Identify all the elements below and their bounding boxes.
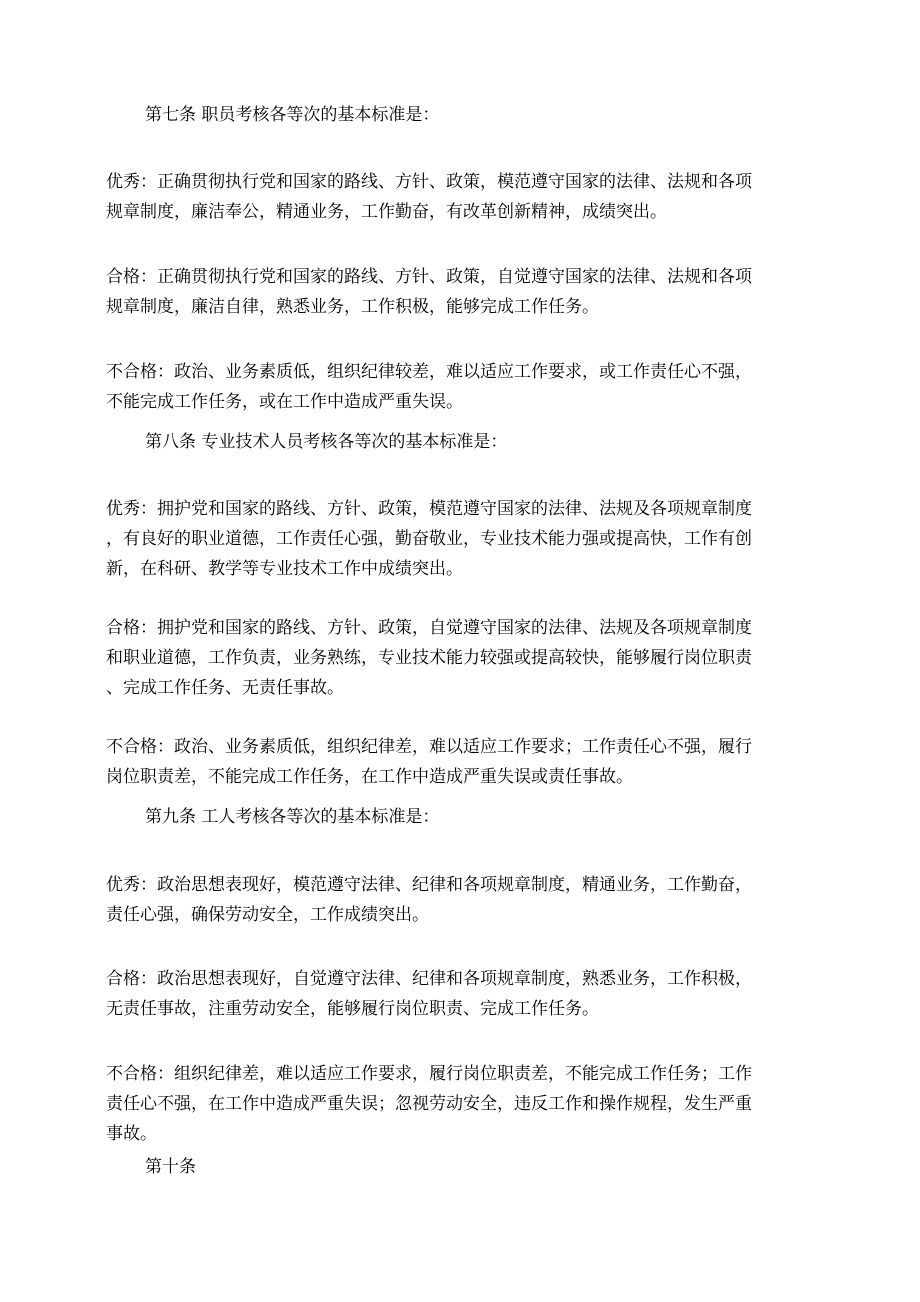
article-8-excellent xyxy=(106,494,816,584)
text-line: 新，在科研、教学等专业技术工作中成绩突出。 xyxy=(106,559,463,579)
article-7-unqualified xyxy=(106,357,816,417)
article-8-heading: 第八条 专业技术人员考核各等次的基本标准是： xyxy=(145,432,508,452)
text-line: 和职业道德，工作负责，业务熟练，专业技术能力较强或提高较快，能够履行岗位职责 xyxy=(106,648,752,668)
text-line: 合格：政治思想表现好，自觉遵守法律、纪律和各项规章制度，熟悉业务，工作积极， xyxy=(106,969,752,989)
text-line: 合格：拥护党和国家的路线、方针、政策，自觉遵守国家的法律、法规及各项规章制度 xyxy=(106,618,752,638)
text-line: 合格：正确贯彻执行党和国家的路线、方针、政策，自觉遵守国家的法律、法规和各项 xyxy=(106,267,752,287)
article-8-qualified xyxy=(106,613,816,703)
text-line: 不合格：组织纪律差，难以适应工作要求，履行岗位职责差，不能完成工作任务；工作 xyxy=(106,1064,752,1084)
text-line: 优秀：拥护党和国家的路线、方针、政策，模范遵守国家的法律、法规及各项规章制度 xyxy=(106,499,752,519)
text-line: 无责任事故，注重劳动安全，能够履行岗位职责、完成工作任务。 xyxy=(106,999,599,1019)
text-line: 、完成工作任务、无责任事故。 xyxy=(106,678,344,698)
article-9-heading: 第九条 工人考核各等次的基本标准是： xyxy=(145,807,440,827)
article-9-excellent xyxy=(106,870,816,930)
article-9-unqualified xyxy=(106,1059,816,1149)
text-line: ，有良好的职业道德，工作责任心强，勤奋敬业，专业技术能力强或提高快，工作有创 xyxy=(106,529,752,549)
article-7-excellent xyxy=(106,167,816,227)
article-7-qualified xyxy=(106,262,816,322)
text-line: 不合格：政治、业务素质低，组织纪律较差，难以适应工作要求，或工作责任心不强， xyxy=(106,362,752,382)
article-9-qualified xyxy=(106,964,816,1024)
text-line: 责任心强，确保劳动安全，工作成绩突出。 xyxy=(106,905,429,925)
article-7-heading: 第七条 职员考核各等次的基本标准是： xyxy=(145,105,440,125)
text-line: 优秀：正确贯彻执行党和国家的路线、方针、政策，模范遵守国家的法律、法规和各项 xyxy=(106,172,752,192)
text-line: 不合格：政治、业务素质低，组织纪律差，难以适应工作要求；工作责任心不强，履行 xyxy=(106,737,752,757)
article-10-heading: 第十条 xyxy=(145,1157,196,1177)
text-line: 责任心不强，在工作中造成严重失误；忽视劳动安全，违反工作和操作规程，发生严重 xyxy=(106,1094,752,1114)
text-line: 不能完成工作任务，或在工作中造成严重失误。 xyxy=(106,392,463,412)
article-8-unqualified xyxy=(106,732,816,792)
text-line: 规章制度，廉洁自律，熟悉业务，工作积极，能够完成工作任务。 xyxy=(106,297,599,317)
text-line: 事故。 xyxy=(106,1124,157,1144)
text-line: 优秀：政治思想表现好，模范遵守法律、纪律和各项规章制度，精通业务，工作勤奋， xyxy=(106,875,752,895)
text-line: 岗位职责差，不能完成工作任务，在工作中造成严重失误或责任事故。 xyxy=(106,767,633,787)
text-line: 规章制度，廉洁奉公，精通业务，工作勤奋，有改革创新精神，成绩突出。 xyxy=(106,202,667,222)
